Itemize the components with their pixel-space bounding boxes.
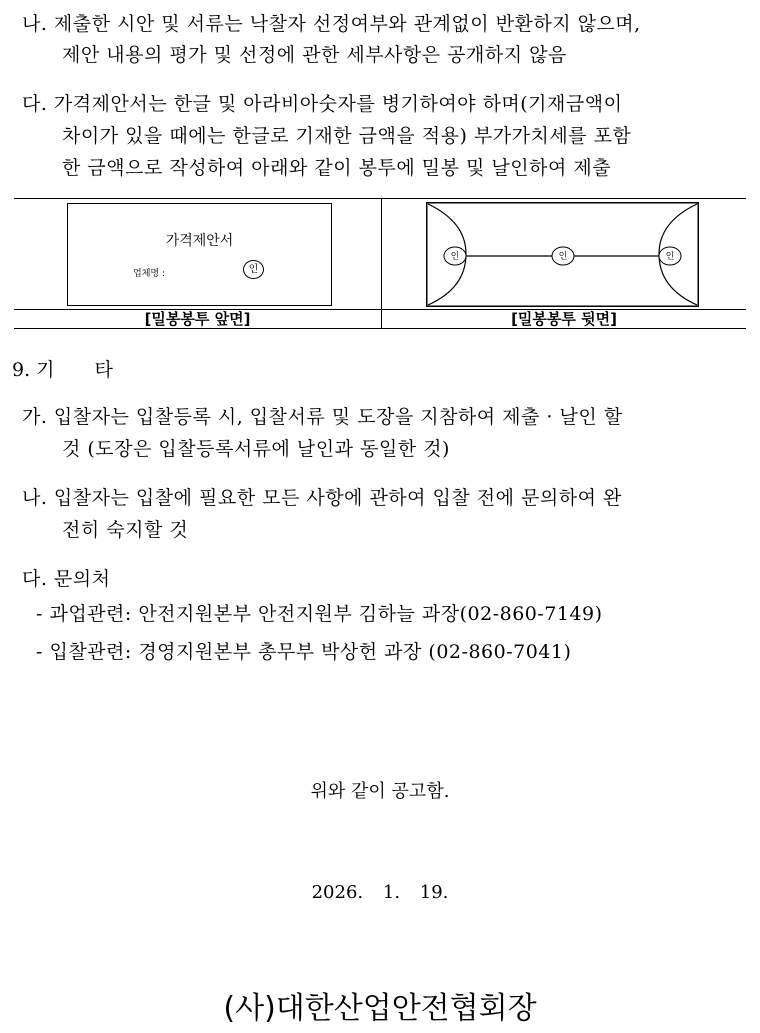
item-ga-line2: 것 (도장은 입찰등록서류에 날인과 동일한 것) (62, 438, 450, 460)
seal-mark (444, 247, 466, 265)
announcement-date: 2026. 1. 19. (311, 882, 449, 903)
section-title: 타 (94, 359, 113, 381)
item-na-line2: 제안 내용의 평가 및 선정에 관한 세부사항은 공개하지 않음 (62, 44, 567, 66)
seal-mark: 인 (243, 260, 264, 279)
front-caption: [밀봉봉투 앞면] (144, 310, 251, 328)
back-caption: [밀봉봉투 뒷면] (511, 310, 617, 328)
seal-text: 인 (450, 252, 460, 262)
envelope-back (426, 202, 699, 307)
front-company-label: 업체명 : (133, 269, 165, 279)
item-na2-line2: 전히 숙지할 것 (62, 519, 189, 541)
announcement-text: 위와 같이 공고함. (310, 781, 450, 802)
item-na2-line1: 나. 입찰자는 입찰에 필요한 모든 사항에 관하여 입찰 전에 문의하여 완 (22, 487, 622, 509)
item-ga-line1: 가. 입찰자는 입찰등록 시, 입찰서류 및 도장을 지참하여 제출 · 날인 할 (22, 406, 623, 428)
envelope-front (67, 203, 332, 306)
contact-line: - 과업관련: 안전지원본부 안전지원부 김하늘 과장(02-860-7149) (36, 603, 603, 625)
seal-mark (552, 247, 574, 265)
section-number: 9. 기 (12, 359, 55, 381)
front-title: 가격제안서 (165, 233, 234, 249)
seal-text: 인 (665, 252, 675, 262)
item-da-line3: 한 금액으로 작성하여 아래와 같이 봉투에 밀봉 및 날인하여 제출 (62, 157, 612, 179)
item-na-line1: 나. 제출한 시안 및 서류는 낙찰자 선정여부와 관계없이 반환하지 않으며, (22, 13, 641, 35)
item-da-line1: 다. 가격제안서는 한글 및 아라비아숫자를 병기하여야 하며(기재금액이 (22, 93, 623, 115)
envelope-table (14, 198, 746, 329)
item-da2: 다. 문의처 (22, 568, 111, 590)
seal-mark (659, 247, 681, 265)
item-da-line2: 차이가 있을 때에는 한글로 기재한 금액을 적용) 부가가치세를 포함 (62, 125, 632, 147)
section-heading (12, 358, 113, 382)
seal-text: 인 (558, 252, 568, 262)
contact-line: - 입찰관련: 경영지원본부 총무부 박상헌 과장 (02-860-7041) (36, 641, 572, 663)
organization-signature: (사)대한산업안전협회장 (223, 991, 537, 1026)
